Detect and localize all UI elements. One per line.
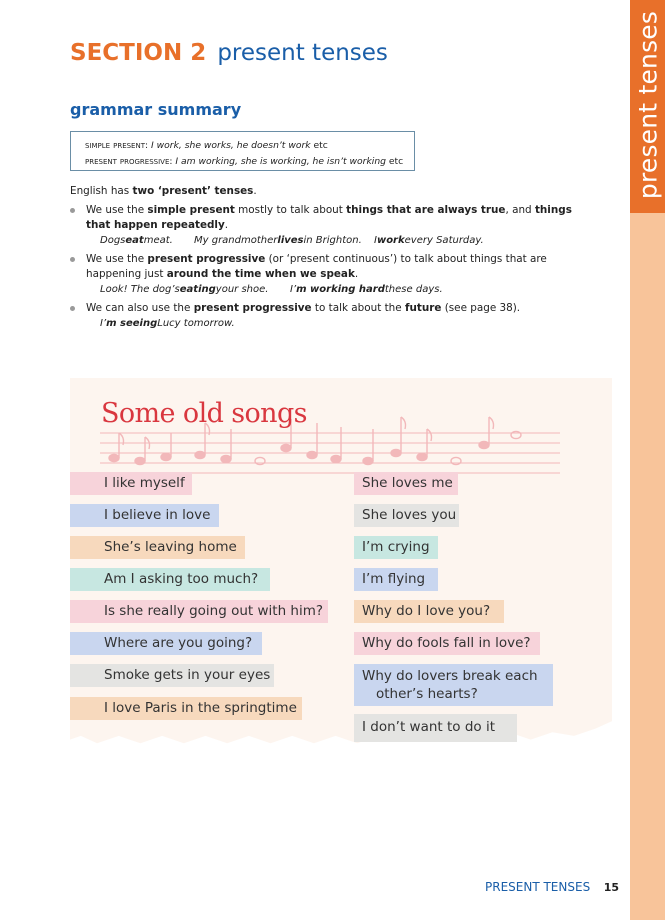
song-item: Why do lovers break each other’s hearts?: [354, 664, 553, 706]
song-item: Am I asking too much?: [70, 568, 270, 591]
example-line: Dogseatmeat. My grandmotherlivesin Brighton. Iworkevery Saturday.: [100, 235, 484, 246]
song-item: I’m flying: [354, 568, 438, 591]
section-title: present tenses: [217, 40, 388, 66]
side-tab-label: present tenses: [633, 10, 662, 200]
section-label: SECTION 2: [70, 40, 207, 66]
bullet-list: [70, 203, 590, 335]
song-item: I love Paris in the springtime: [70, 697, 302, 720]
song-item: I believe in love: [70, 504, 219, 527]
grammar-summary-title: grammar summary: [70, 100, 242, 119]
summary-line-simple-present: simple present: I work, she works, he doesn’t work etc: [85, 140, 328, 151]
footer-section: PRESENT TENSES: [485, 880, 591, 894]
intro-paragraph: English has two ‘present’ tenses.: [70, 185, 257, 197]
page-footer: [485, 880, 619, 894]
song-item: She loves me: [354, 472, 458, 495]
bullet-future: We can also use the present progressive to talk about the future (see page 38). I’m seeingLucy tomorrow.: [70, 301, 590, 331]
page-number: 15: [603, 881, 619, 894]
song-item: She’s leaving home: [70, 536, 245, 559]
song-item: Why do fools fall in love?: [354, 632, 540, 655]
song-item: She loves you: [354, 504, 459, 527]
example-line: Look! The dog’seatingyour shoe. I’m working hardthese days.: [100, 284, 443, 295]
example-line: I’m seeingLucy tomorrow.: [100, 318, 235, 329]
side-tab-header: [630, 0, 665, 213]
song-item: Smoke gets in your eyes: [70, 664, 274, 687]
page-title: [70, 40, 388, 66]
songs-title: Some old songs: [101, 398, 307, 429]
song-item: Is she really going out with him?: [70, 600, 328, 623]
summary-line-present-progressive: present progressive: I am working, she is working, he isn’t working etc: [85, 156, 404, 167]
song-item: I like myself: [70, 472, 192, 495]
song-item: I’m crying: [354, 536, 438, 559]
song-item: Why do I love you?: [354, 600, 504, 623]
bullet-present-progressive: We use the present progressive (or ‘present continuous’) to talk about things that are happening just around the time when we speak. Look! The dog’seatingyour shoe. I’m working hardthese days.: [70, 252, 590, 297]
bullet-simple-present: We use the simple present mostly to talk about things that are always true, and things that happen repeatedly. Dogseatmeat. My grandmotherlivesin Brighton. Iworkevery Saturday.: [70, 203, 590, 248]
song-item: I don’t want to do it: [354, 714, 517, 742]
side-tab: [630, 0, 665, 920]
song-item: Where are you going?: [70, 632, 262, 655]
summary-box: [70, 131, 415, 171]
